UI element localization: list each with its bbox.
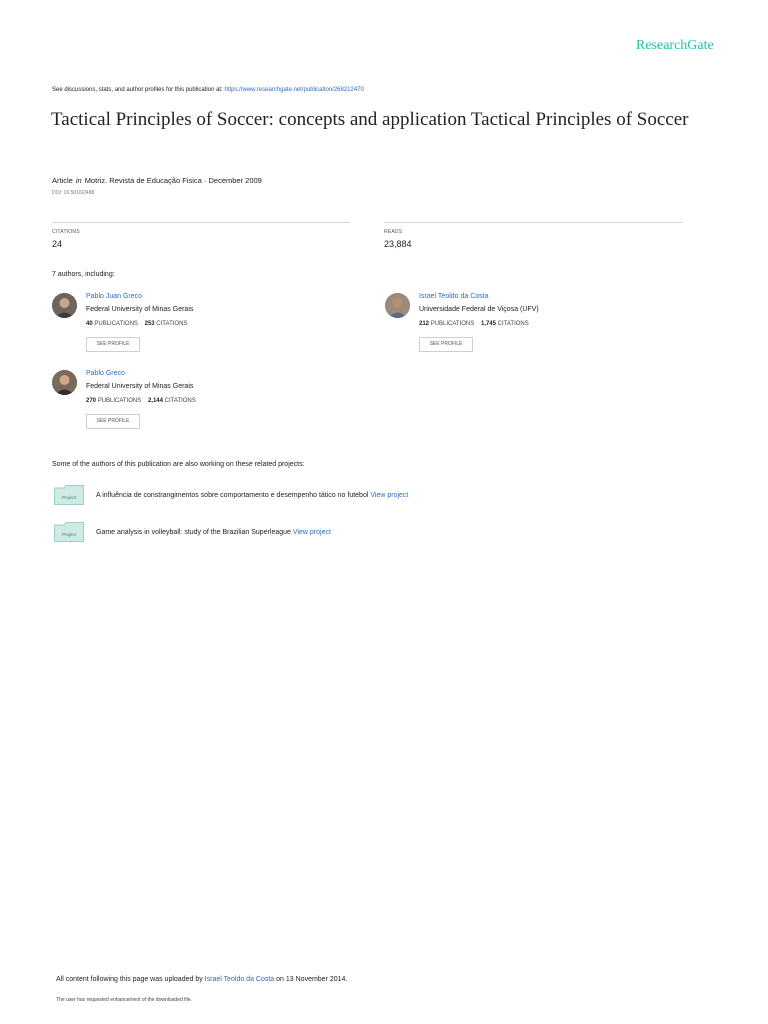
upload-note <box>56 976 347 983</box>
avatar[interactable] <box>385 293 410 318</box>
author-name-link[interactable]: Pablo Juan Greco <box>86 293 143 300</box>
view-project-link[interactable]: View project <box>370 492 409 499</box>
citations-label: CITATIONS <box>156 321 188 327</box>
publication-count: 270 <box>86 398 97 404</box>
project-icon-label: Project <box>61 495 77 500</box>
publications-label: PUBLICATIONS <box>430 321 475 327</box>
project-title: A influência de constrangimentos sobre comportamento e desempenho tático no futebol <box>96 492 369 499</box>
author-photo-icon <box>52 293 77 318</box>
journal-name: Motriz. Revista de Educação Fisica · December 2009 <box>84 176 262 185</box>
citation-count: 253 <box>144 321 155 327</box>
publication-url-link[interactable]: https://www.researchgate.net/publication/268212470 <box>224 87 364 93</box>
uploader-link[interactable]: Israel Teoldo da Costa <box>204 976 275 983</box>
upload-prefix: All content following this page was uploaded by <box>56 976 203 983</box>
see-profile-button[interactable]: SEE PROFILE <box>419 337 473 352</box>
doi: DOI: 10.5016/2488 <box>52 190 95 196</box>
publication-count: 40 <box>86 321 93 327</box>
author-stats <box>419 321 529 327</box>
author-photo-icon <box>52 370 77 395</box>
author-name-link[interactable]: Israel Teoldo da Costa <box>419 293 489 300</box>
citations-value: 24 <box>52 239 63 249</box>
publications-label: PUBLICATIONS <box>94 321 138 327</box>
author-photo-icon <box>385 293 410 318</box>
avatar[interactable] <box>52 370 77 395</box>
article-type: Article <box>52 176 73 185</box>
publication-count: 212 <box>419 321 430 327</box>
publications-label: PUBLICATIONS <box>97 398 142 404</box>
citations-divider <box>52 222 350 223</box>
enhancement-note: The user has requested enhancement of the downloaded file. <box>56 997 192 1003</box>
projects-heading: Some of the authors of this publication are also working on these related projects: <box>52 461 305 468</box>
author-institution: Federal University of Minas Gerais <box>86 306 194 313</box>
citations-label: CITATIONS <box>52 229 80 235</box>
publication-meta <box>52 176 262 185</box>
view-project-link[interactable]: View project <box>292 529 331 536</box>
see-profile-button[interactable]: SEE PROFILE <box>86 414 140 429</box>
see-profile-button[interactable]: SEE PROFILE <box>86 337 140 352</box>
project-folder-icon <box>54 522 84 542</box>
citations-label: CITATIONS <box>497 321 529 327</box>
avatar[interactable] <box>52 293 77 318</box>
author-name-link[interactable]: Pablo Greco <box>86 370 125 377</box>
author-institution: Universidade Federal de Viçosa (UFV) <box>419 306 539 313</box>
author-stats <box>86 321 187 327</box>
discussion-line <box>52 87 364 93</box>
citations-label: CITATIONS <box>164 398 196 404</box>
citation-count: 2,144 <box>147 398 163 404</box>
reads-divider <box>384 222 683 223</box>
project-item <box>96 529 331 536</box>
upload-suffix: on 13 November 2014. <box>276 976 348 983</box>
authors-heading: 7 authors, including: <box>52 271 115 278</box>
reads-label: READS <box>384 229 403 235</box>
project-folder-icon <box>54 485 84 505</box>
project-icon <box>54 522 84 542</box>
discussion-text: See discussions, stats, and author profiles for this publication at: <box>52 87 223 93</box>
author-institution: Federal University of Minas Gerais <box>86 383 194 390</box>
project-icon <box>54 485 84 505</box>
publication-title: Tactical Principles of Soccer: concepts and application Tactical Principles of Soccer <box>51 109 689 130</box>
project-item <box>96 492 408 499</box>
researchgate-logo[interactable]: ResearchGate <box>636 38 714 53</box>
author-stats <box>86 398 196 404</box>
in-word: in <box>75 176 82 185</box>
project-icon-label: Project <box>61 532 77 537</box>
citation-count: 1,745 <box>480 321 496 327</box>
reads-value: 23,884 <box>384 239 412 249</box>
project-title: Game analysis in volleyball: study of the Brazilian Superleague <box>96 529 291 536</box>
